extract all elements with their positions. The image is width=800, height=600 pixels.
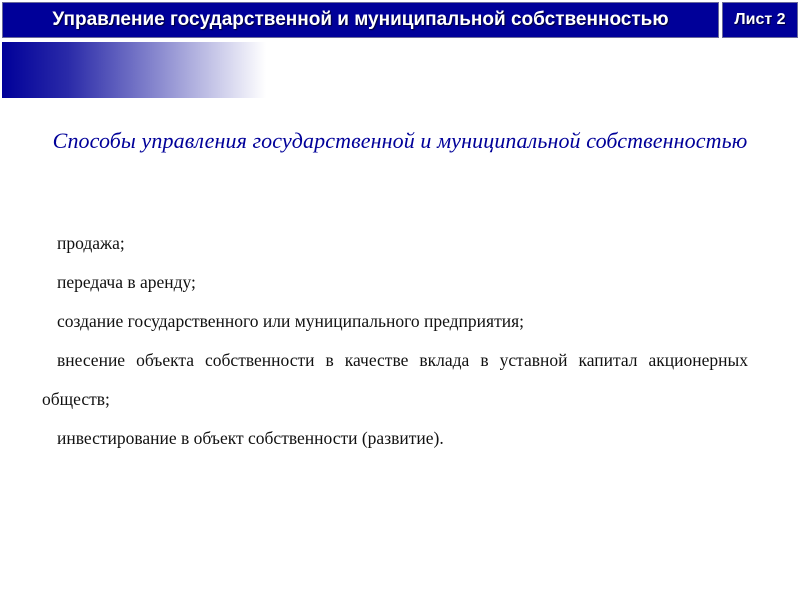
- list-item-text: внесение объекта собственности в качестве вклада в уставной капитал акционерных обществ;: [42, 350, 748, 409]
- list-item: [42, 224, 748, 263]
- list-item: [42, 302, 748, 341]
- list-item: [42, 419, 748, 458]
- list-item-text: инвестирование в объект собственности (развитие).: [57, 428, 444, 448]
- slide-title: Способы управления государственной и муниципальной собственностью: [52, 128, 748, 153]
- sheet-number-box: [722, 2, 798, 38]
- list-item-text: создание государственного или муниципального предприятия;: [57, 311, 524, 331]
- list-item: [42, 341, 748, 419]
- sheet-number: Лист 2: [734, 11, 786, 28]
- decorative-gradient-bar: [2, 42, 266, 98]
- header-title-box: [2, 2, 719, 38]
- list-item-text: продажа;: [57, 233, 125, 253]
- header-title: Управление государственной и муниципальной собственностью: [52, 9, 669, 30]
- methods-list: [42, 224, 748, 458]
- list-item-text: передача в аренду;: [57, 272, 196, 292]
- list-item: [42, 263, 748, 302]
